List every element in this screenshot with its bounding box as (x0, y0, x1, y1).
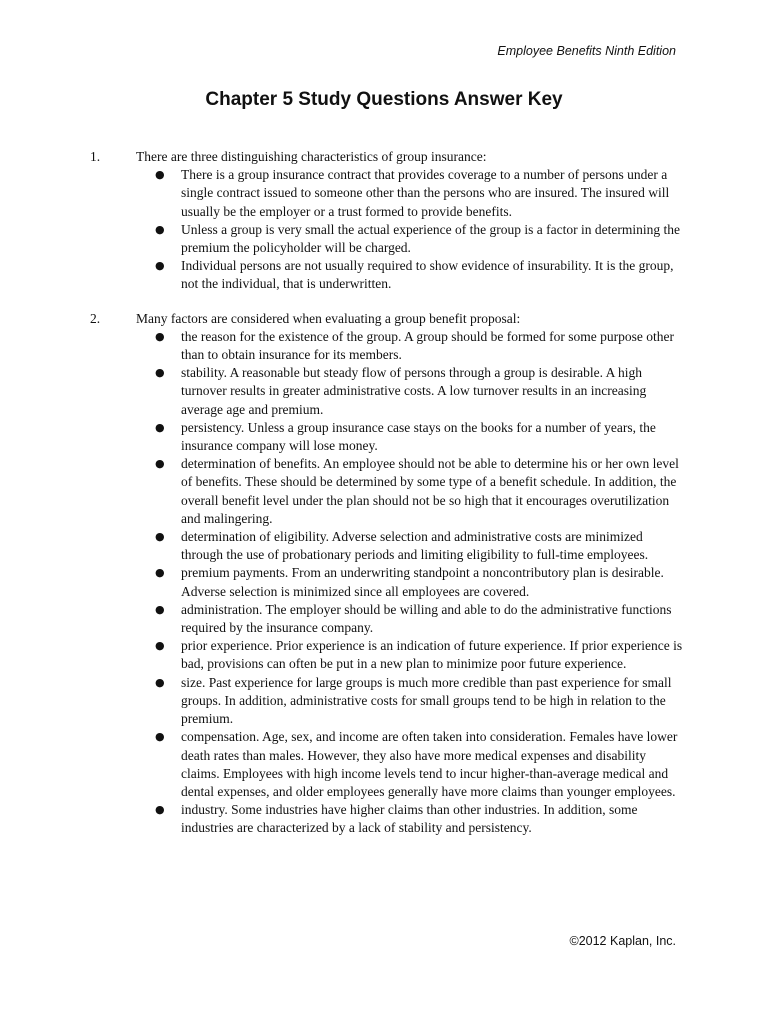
bullet-text: the reason for the existence of the group. A group should be formed for some purpose other than to obtain insurance for its members. (181, 328, 674, 363)
bullet-icon: ● (155, 259, 165, 273)
bullet-text: determination of benefits. An employee should not be able to determine his or her own level of benefits. These should be determined by some type of a benefit schedule. In addition, the overall benefit level under the plan should not be so high that it encourages overutilization and malingering. (181, 456, 679, 526)
copyright-footer: ©2012 Kaplan, Inc. (569, 934, 676, 948)
bullet-text: determination of eligibility. Adverse selection and administrative costs are minimized through the use of probationary periods and limiting eligibility to full-time employees. (181, 529, 649, 563)
question-intro: Many factors are considered when evaluating a group benefit proposal: (136, 310, 521, 326)
list-item (155, 601, 686, 637)
bullet-icon: ● (155, 366, 165, 380)
list-item (155, 674, 686, 729)
bullet-text: Unless a group is very small the actual experience of the group is a factor in determining the premium the policyholder will be charged. (181, 221, 680, 256)
running-header: Employee Benefits Ninth Edition (497, 44, 676, 58)
page-title: Chapter 5 Study Questions Answer Key (205, 89, 563, 110)
list-item (155, 166, 686, 221)
bullet-icon: ● (155, 602, 165, 616)
bullet-text: stability. A reasonable but steady flow of persons through a group is desirable. A high turnover results in greater administrative costs. A low turnover results in an increasing average age and premium. (181, 365, 647, 417)
bullet-icon: ● (155, 566, 165, 580)
bullet-icon: ● (155, 639, 165, 653)
list-item (155, 801, 686, 837)
bullet-list (90, 328, 686, 838)
bullet-icon: ● (155, 675, 165, 689)
list-item (155, 637, 686, 673)
bullet-icon: ● (155, 457, 165, 471)
list-item (155, 728, 686, 801)
bullet-text: administration. The employer should be willing and able to do the administrative functions required by the insurance company. (181, 601, 672, 636)
list-item (155, 564, 686, 600)
bullet-icon: ● (155, 803, 165, 817)
bullet-list (90, 166, 686, 293)
bullet-icon: ● (155, 329, 165, 343)
list-item (155, 364, 686, 419)
list-item (155, 455, 686, 528)
answer-list (90, 148, 686, 854)
bullet-icon: ● (155, 222, 165, 236)
list-item (155, 528, 686, 564)
bullet-text: compensation. Age, sex, and income are often taken into consideration. Females have lower death rates than males. However, they also have more medical expenses and disability claims. Employees with high income levels tend to incur higher-than-average medical and dental expenses, and older employees generally have more claims than younger employees. (181, 729, 678, 799)
question-number: 1. (90, 149, 101, 164)
bullet-text: size. Past experience for large groups is much more credible than past experience for small groups. In addition, administrative costs for small groups tend to be high in relation to the premium. (181, 674, 672, 727)
bullet-icon: ● (155, 420, 165, 434)
bullet-text: industry. Some industries have higher claims than other industries. In addition, some industries are characterized by a lack of stability and persistency. (181, 802, 638, 836)
question-1 (90, 148, 686, 294)
bullet-icon: ● (155, 168, 165, 182)
question-number: 2. (90, 310, 101, 326)
bullet-icon: ● (155, 530, 165, 544)
bullet-text: persistency. Unless a group insurance case stays on the books for a number of years, the insurance company will lose money. (181, 419, 656, 454)
bullet-icon: ● (155, 730, 165, 744)
list-item (155, 257, 686, 293)
list-item (155, 419, 686, 455)
question-2 (90, 310, 686, 838)
bullet-text: Individual persons are not usually required to show evidence of insurability. It is the group, not the individual, that is underwritten. (181, 258, 674, 292)
bullet-text: There is a group insurance contract that provides coverage to a number of persons under a single contract issued to someone other than the persons who are insured. The insured will usually be the employer or a trust formed to provide benefits. (181, 167, 670, 219)
bullet-text: premium payments. From an underwriting standpoint a noncontributory plan is desirable. Adverse selection is minimized since all employees are covered. (181, 565, 664, 599)
bullet-text: prior experience. Prior experience is an indication of future experience. If prior experience is bad, provisions can often be put in a new plan to minimize poor future experience. (181, 638, 683, 672)
question-intro: There are three distinguishing characteristics of group insurance: (136, 149, 487, 164)
list-item (155, 328, 686, 364)
list-item (155, 221, 686, 257)
